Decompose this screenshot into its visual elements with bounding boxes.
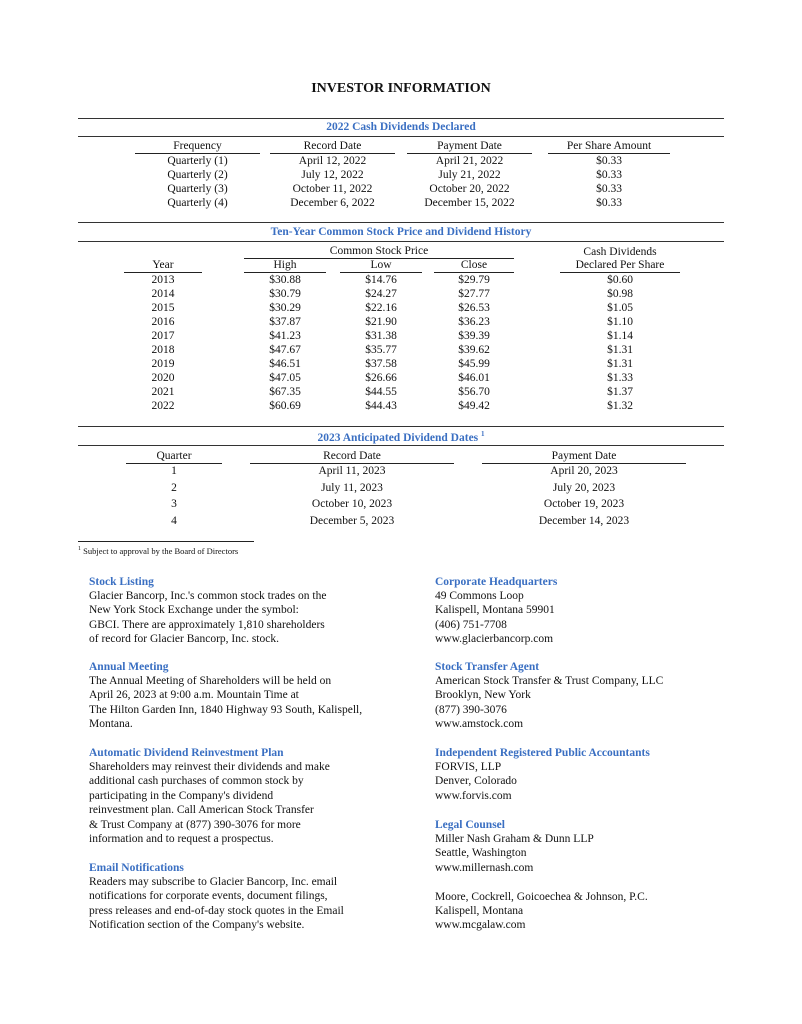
history-cell: $49.42: [458, 400, 490, 412]
dividends-2022-cell: April 12, 2022: [298, 155, 367, 167]
anticipated-2023-cell: 3: [171, 498, 177, 510]
annual-meeting-heading: Annual Meeting: [89, 661, 169, 673]
section-rule: [78, 136, 724, 137]
section-rule: [78, 445, 724, 446]
dividends-2022-cell: December 6, 2022: [290, 197, 375, 209]
accountants-block: [435, 746, 735, 803]
anticipated-2023-col-header: Payment Date: [482, 450, 686, 464]
history-cell: $22.16: [365, 302, 397, 314]
footnote: $^1$ Subject to approval by the Board of Directors: [78, 546, 239, 556]
dividends-2022-cell: Quarterly (3): [167, 183, 228, 195]
dividends-2022-cell: Quarterly (1): [167, 155, 228, 167]
stock-transfer-agent-block: [435, 660, 735, 732]
stock-listing-text: Glacier Bancorp, Inc.'s common stock trades on the New York Stock Exchange under the symbol: GBCI. There are approximately 1,810 shareholders of record for Glacier Bancorp, Inc. stock.: [89, 590, 327, 646]
history-cell: $30.29: [269, 302, 301, 314]
history-cell: $36.23: [458, 316, 490, 328]
history-cell: 2019: [151, 358, 175, 370]
history-heading: Ten-Year Common Stock Price and Dividend History: [270, 226, 532, 238]
history-cell: $37.58: [365, 358, 397, 370]
anticipated-2023-cell: December 5, 2023: [309, 514, 395, 527]
history-cell: 2018: [151, 344, 175, 356]
corporate-headquarters-text: 49 Commons Loop Kalispell, Montana 59901 (406) 751-7708 www.glacierbancorp.com: [435, 590, 555, 646]
email-notifications-text: Readers may subscribe to Glacier Bancorp, Inc. email notifications for corporate events, document filings, press releases and end-of-day stock quotes in the Email Notification section of the Company's website.: [89, 876, 344, 932]
dividends-2022-cell: $0.33: [596, 183, 622, 195]
history-cell: $46.01: [458, 372, 490, 384]
dividends-2022-cell: July 21, 2022: [438, 169, 501, 181]
stock-transfer-agent-heading: Stock Transfer Agent: [435, 661, 540, 673]
accountants-heading: Independent Registered Public Accountants: [435, 747, 650, 759]
history-cell: $26.66: [365, 372, 397, 384]
anticipated-2023-heading: 2023 Anticipated Dividend Dates $^1$: [317, 430, 485, 444]
history-cell: $1.05: [607, 302, 633, 314]
history-cell: $26.53: [458, 302, 490, 314]
dividends-2022-heading: 2022 Cash Dividends Declared: [326, 121, 476, 133]
stock-listing-block: [89, 575, 389, 647]
history-cell: $39.39: [458, 330, 490, 342]
section-rule: [78, 118, 724, 119]
dividends-2022-col-header: Payment Date: [407, 140, 532, 154]
dividend-reinvestment-text: Shareholders may reinvest their dividends and make additional cash purchases of common stock by participating in the Company's dividend reinvestment plan. Call American Stock Transfer & Trust Company at (877) 390-3076 for more information and to request a prospectus.: [89, 761, 330, 846]
history-cell: $39.62: [458, 344, 490, 356]
anticipated-2023-cell: July 20, 2023: [552, 481, 616, 494]
legal-counsel-heading: Legal Counsel: [435, 819, 505, 831]
anticipated-2023-cell: April 11, 2023: [318, 465, 386, 477]
history-cell: 2015: [151, 302, 175, 314]
accountants-text: FORVIS, LLP Denver, Colorado www.forvis.com: [435, 761, 517, 802]
dividends-2022-col-header: Record Date: [270, 140, 395, 154]
dividends-2022-cell: Quarterly (4): [167, 197, 228, 209]
stock-listing-heading: Stock Listing: [89, 576, 154, 588]
dividends-2022-cell: Quarterly (2): [167, 169, 228, 181]
dividends-2022-cell: $0.33: [596, 169, 622, 181]
dividends-2022-cell: $0.33: [596, 197, 622, 209]
email-notifications-heading: Email Notifications: [89, 862, 184, 874]
history-cell: 2017: [151, 330, 175, 342]
history-cell: $0.98: [607, 288, 633, 300]
history-cell: $0.60: [607, 274, 633, 286]
anticipated-2023-cell: April 20, 2023: [550, 465, 618, 477]
dividends-2022-cell: July 12, 2022: [301, 169, 364, 181]
anticipated-2023-cell: December 14, 2023: [538, 514, 630, 527]
dividend-reinvestment-heading: Automatic Dividend Reinvestment Plan: [89, 747, 284, 759]
history-cell: $37.87: [269, 316, 301, 328]
history-cell: $30.88: [269, 274, 301, 286]
anticipated-2023-cell: 1: [171, 465, 177, 477]
anticipated-2023-cell: July 11, 2023: [321, 481, 383, 494]
stock-transfer-agent-text: American Stock Transfer & Trust Company, LLC Brooklyn, New York (877) 390-3076 www.amstock.com: [435, 675, 664, 731]
legal-counsel-text: Miller Nash Graham & Dunn LLP Seattle, Washington www.millernash.com Moore, Cockrell, Goicoechea & Johnson, P.C. Kalispell, Montana www.mcgalaw.com: [435, 833, 648, 932]
dividends-2022-cell: $0.33: [596, 155, 622, 167]
cash-dividends-group-header: Cash Dividends: [583, 246, 657, 258]
history-cell: $31.38: [365, 330, 397, 342]
anticipated-2023-col-header: Record Date: [250, 450, 454, 464]
history-cell: $1.32: [607, 400, 633, 412]
history-cell: $27.77: [458, 288, 490, 300]
dividend-reinvestment-block: [89, 746, 389, 846]
history-cell: 2022: [151, 400, 175, 412]
history-cell: 2016: [151, 316, 175, 328]
history-cell: $24.27: [365, 288, 397, 300]
history-cell: $47.05: [269, 372, 301, 384]
dividends-2022-cell: October 11, 2022: [292, 183, 373, 195]
history-cell: $29.79: [458, 274, 490, 286]
history-cell: $14.76: [365, 274, 397, 286]
dividends-2022-col-header: Per Share Amount: [548, 140, 670, 154]
anticipated-2023-cell: October 10, 2023: [311, 498, 393, 510]
email-notifications-block: [89, 861, 389, 933]
history-cell: $1.31: [607, 344, 633, 356]
history-cell: 2021: [151, 386, 175, 398]
history-cell: $45.99: [458, 358, 490, 370]
history-col-header: Low: [340, 259, 422, 273]
history-cell: $44.43: [365, 400, 397, 412]
dividends-2022-cell: April 21, 2022: [435, 155, 504, 167]
corporate-headquarters-block: [435, 575, 735, 647]
history-cell: $1.37: [607, 386, 633, 398]
footnote-marker: 1: [481, 430, 485, 438]
section-rule: [78, 241, 724, 242]
legal-counsel-block: [435, 818, 735, 933]
section-rule: [78, 426, 724, 427]
anticipated-2023-cell: October 19, 2023: [543, 498, 625, 510]
history-cell: 2013: [151, 274, 175, 286]
section-rule: [78, 222, 724, 223]
history-cell: 2014: [151, 288, 175, 300]
anticipated-2023-cell: 4: [171, 514, 177, 527]
history-cell: $1.10: [607, 316, 633, 328]
dividends-2022-cell: October 20, 2022: [429, 183, 510, 195]
corporate-headquarters-heading: Corporate Headquarters: [435, 576, 558, 588]
dividends-2022-cell: December 15, 2022: [424, 197, 515, 209]
history-cell: $30.79: [269, 288, 301, 300]
stock-price-group-header: Common Stock Price: [244, 245, 514, 259]
history-col-header: Declared Per Share: [560, 259, 680, 273]
history-cell: $56.70: [458, 386, 490, 398]
history-cell: $44.55: [365, 386, 397, 398]
history-cell: 2020: [151, 372, 175, 384]
history-cell: $21.90: [365, 316, 397, 328]
page-title: INVESTOR INFORMATION: [311, 81, 491, 96]
annual-meeting-text: The Annual Meeting of Shareholders will be held on April 26, 2023 at 9:00 a.m. Mountain Time at The Hilton Garden Inn, 1840 Highway 93 South, Kalispell, Montana.: [89, 675, 363, 731]
history-cell: $1.14: [607, 330, 633, 342]
history-cell: $46.51: [269, 358, 301, 370]
anticipated-2023-col-header: Quarter: [126, 450, 222, 464]
history-cell: $35.77: [365, 344, 397, 356]
history-col-header: Year: [124, 259, 202, 273]
history-cell: $1.33: [607, 372, 633, 384]
history-cell: $41.23: [269, 330, 301, 342]
annual-meeting-block: [89, 660, 389, 732]
history-cell: $67.35: [269, 386, 301, 398]
history-cell: $1.31: [607, 358, 633, 370]
dividends-2022-col-header: Frequency: [135, 140, 260, 154]
footnote-rule: [78, 541, 254, 542]
history-cell: $60.69: [269, 400, 301, 412]
anticipated-2023-cell: 2: [171, 481, 177, 494]
history-cell: $47.67: [269, 344, 301, 356]
history-col-header: Close: [434, 259, 514, 273]
history-col-header: High: [244, 259, 326, 273]
